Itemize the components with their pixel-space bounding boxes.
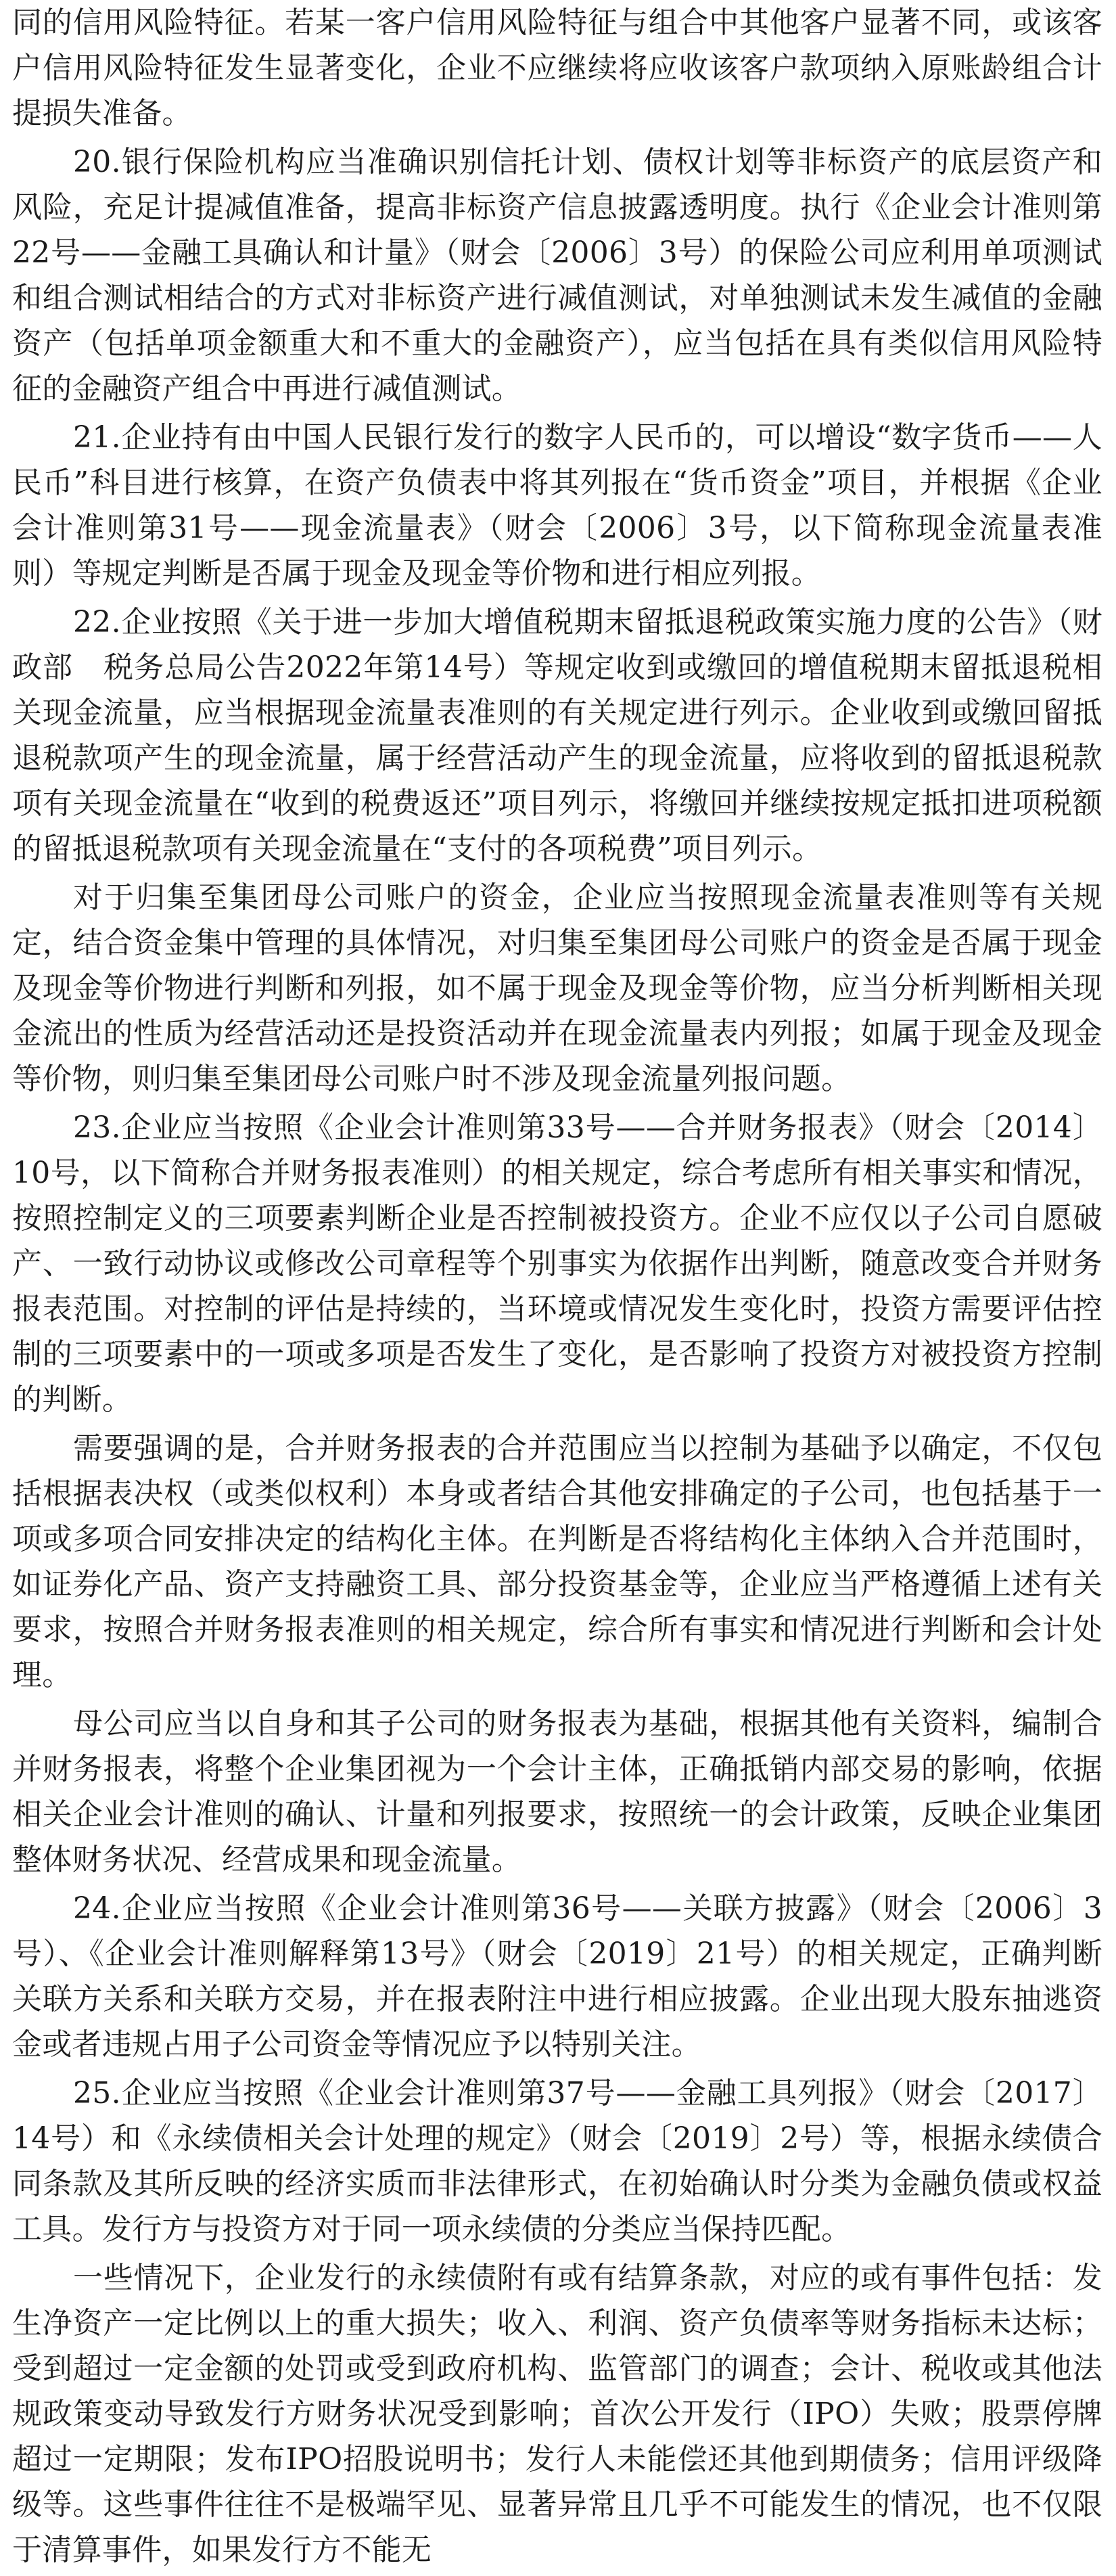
paragraph-item-25: 25.企业应当按照《企业会计准则第37号——金融工具列报》（财会〔2017〕14号）和《永续债相关会计处理的规定》（财会〔2019〕2号）等，根据永续债合同条款及其所反映的经济实质而非法律形式，在初始确认时分类为金融负债或权益工具。发行方与投资方对于同一项永续债的分类应当保持匹配。 — [12, 2076, 1102, 2246]
paragraph-parent-company: 母公司应当以自身和其子公司的财务报表为基础，根据其他有关资料，编制合并财务报表，将整个企业集团视为一个会计主体，正确抵销内部交易的影响，依据相关企业会计准则的确认、计量和列报要求，按照统一的会计政策，反映企业集团整体财务状况、经营成果和现金流量。 — [12, 1707, 1102, 1877]
paragraph-contingent-settlement: 一些情况下，企业发行的永续债附有或有结算条款，对应的或有事件包括：发生净资产一定比例以上的重大损失；收入、利润、资产负债率等财务指标未达标；受到超过一定金额的处罚或受到政府机构、监管部门的调查；会计、税收或其他法规政策变动导致发行方财务状况受到影响；首次公开发行（IPO）失败；股票停牌超过一定期限；发布IPO招股说明书；发行人未能偿还其他到期债务；信用评级降级等。这些事件往往不是极端罕见、显著异常且几乎不可能发生的情况，也不仅限于清算事件，如果发行方不能无 — [12, 2261, 1102, 2567]
paragraph-continued: 同的信用风险特征。若某一客户信用风险特征与组合中其他客户显著不同，或该客户信用风险特征发生显著变化，企业不应继续将应收该客户款项纳入原账龄组合计提损失准备。 — [12, 5, 1102, 131]
paragraph-item-23: 23.企业应当按照《企业会计准则第33号——合并财务报表》（财会〔2014〕10号，以下简称合并财务报表准则）的相关规定，综合考虑所有相关事实和情况，按照控制定义的三项要素判断企业是否控制被投资方。企业不应仅以子公司自愿破产、一致行动协议或修改公司章程等个别事实为依据作出判断，随意改变合并财务报表范围。对控制的评估是持续的，当环境或情况发生变化时，投资方需要评估控制的三项要素中的一项或多项是否发生了变化，是否影响了投资方对被投资方控制的判断。 — [12, 1110, 1102, 1417]
paragraph-item-22: 22.企业按照《关于进一步加大增值税期末留抵退税政策实施力度的公告》（财政部 税务总局公告2022年第14号）等规定收到或缴回的增值税期末留抵退税相关现金流量，应当根据现金流量表准则的有关规定进行列示。企业收到或缴回留抵退税款项产生的现金流量，属于经营活动产生的现金流量，应将收到的留抵退税款项有关现金流量在“收到的税费返还”项目列示，将缴回并继续按规定抵扣进项税额的留抵退税款项有关现金流量在“支付的各项税费”项目列示。 — [12, 605, 1102, 866]
paragraph-item-24: 24.企业应当按照《企业会计准则第36号——关联方披露》（财会〔2006〕3号）、《企业会计准则解释第13号》（财会〔2019〕21号）的相关规定，正确判断关联方关系和关联方交易，并在报表附注中进行相应披露。企业出现大股东抽逃资金或者违规占用子公司资金等情况应予以特别关注。 — [12, 1891, 1102, 2062]
paragraph-fund-pooling: 对于归集至集团母公司账户的资金，企业应当按照现金流量表准则等有关规定，结合资金集中管理的具体情况，对归集至集团母公司账户的资金是否属于现金及现金等价物进行判断和列报，如不属于现金及现金等价物，应当分析判断相关现金流出的性质为经营活动还是投资活动并在现金流量表内列报；如属于现金及现金等价物，则归集至集团母公司账户时不涉及现金流量列报问题。 — [12, 880, 1102, 1096]
paragraph-item-21: 21.企业持有由中国人民银行发行的数字人民币的，可以增设“数字货币——人民币”科目进行核算，在资产负债表中将其列报在“货币资金”项目，并根据《企业会计准则第31号——现金流量表》（财会〔2006〕3号，以下简称现金流量表准则）等规定判断是否属于现金及现金等价物和进行相应列报。 — [12, 420, 1102, 591]
paragraph-item-20: 20.银行保险机构应当准确识别信托计划、债权计划等非标资产的底层资产和风险，充足计提减值准备，提高非标资产信息披露透明度。执行《企业会计准则第22号——金融工具确认和计量》（财会〔2006〕3号）的保险公司应利用单项测试和组合测试相结合的方式对非标资产进行减值测试，对单独测试未发生减值的金融资产（包括单项金额重大和不重大的金融资产），应当包括在具有类似信用风险特征的金融资产组合中再进行减值测试。 — [12, 145, 1102, 406]
document-body — [12, 0, 1102, 2576]
paragraph-consolidation-scope: 需要强调的是，合并财务报表的合并范围应当以控制为基础予以确定，不仅包括根据表决权（或类似权利）本身或者结合其他安排确定的子公司，也包括基于一项或多项合同安排决定的结构化主体。在判断是否将结构化主体纳入合并范围时，如证券化产品、资产支持融资工具、部分投资基金等，企业应当严格遵循上述有关要求，按照合并财务报表准则的相关规定，综合所有事实和情况进行判断和会计处理。 — [12, 1431, 1102, 1692]
